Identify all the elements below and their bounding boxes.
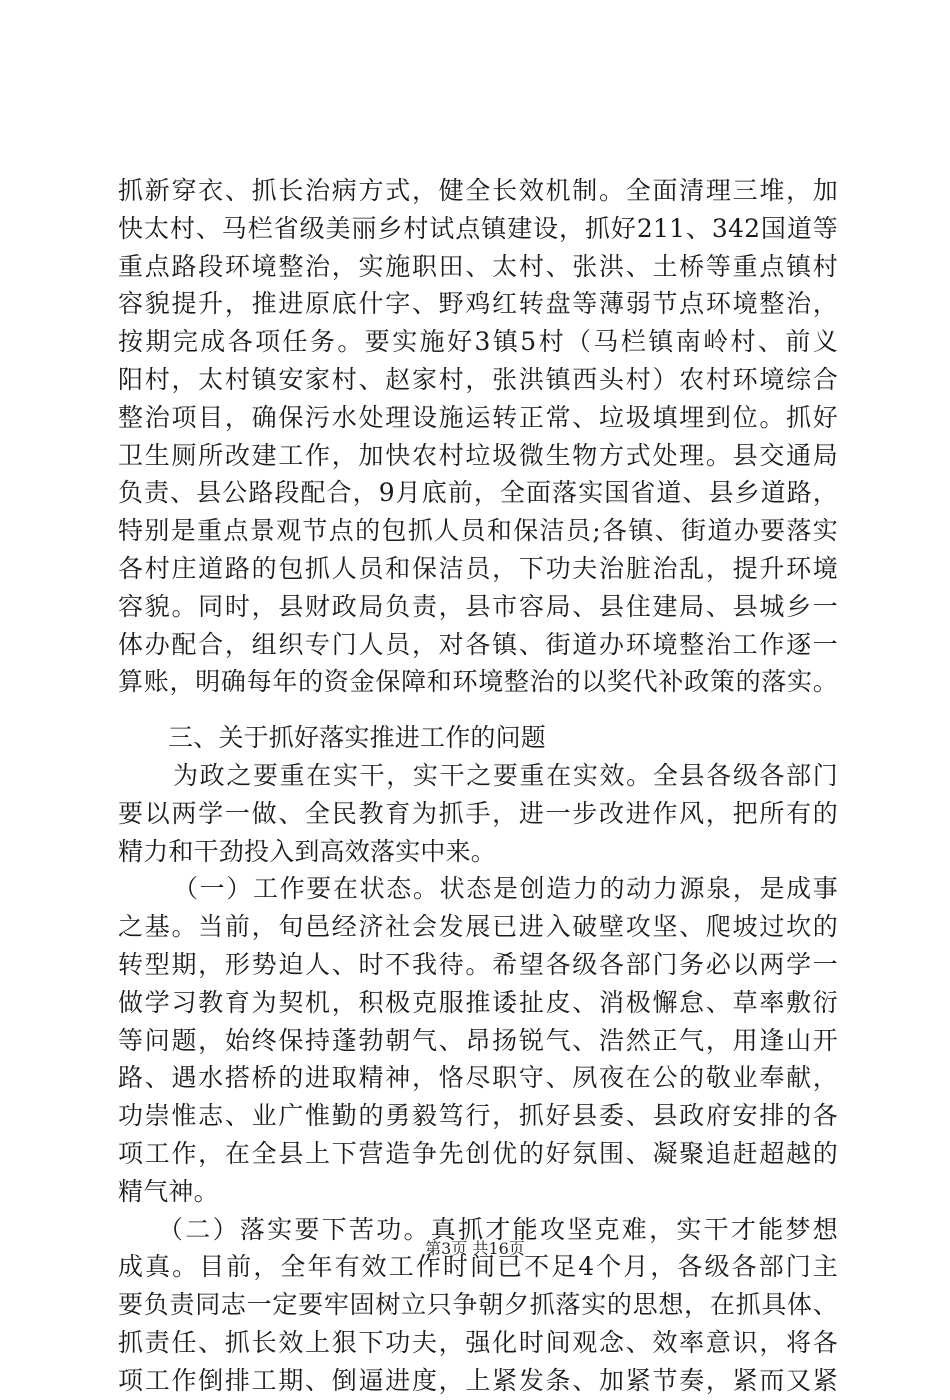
- page-number-footer: 第3页 共16页: [425, 1239, 525, 1258]
- text-line: 算账，明确每年的资金保障和环境整治的以奖代补政策的落实。: [118, 667, 838, 697]
- text-line: 容貌。同时，县财政局负责，县市容局、县住建局、县城乡一: [118, 591, 838, 621]
- text-line: 等问题，始终保持蓬勃朝气、昂扬锐气、浩然正气，用逢山开: [118, 1025, 838, 1055]
- text-line: 之基。当前，旬邑经济社会发展已进入破壁攻坚、爬坡过坎的: [118, 912, 838, 942]
- text-line: 负责、县公路段配合，9月底前，全面落实国省道、县乡道路，: [118, 478, 838, 508]
- text-line: 各村庄道路的包抓人员和保洁员，下功夫治脏治乱，提升环境: [118, 553, 838, 583]
- text-line: 转型期，形势迫人、时不我待。希望各级各部门务必以两学一: [118, 949, 838, 979]
- section-heading: 三、关于抓好落实推进工作的问题: [168, 723, 547, 753]
- text-line: 重点路段环境整治，实施职田、太村、张洪、土桥等重点镇村: [118, 251, 838, 281]
- text-line: 要负责同志一定要牢固树立只争朝夕抓落实的思想，在抓具体、: [118, 1290, 838, 1320]
- paragraph-gap: [118, 701, 838, 719]
- paragraph-1: [118, 172, 838, 701]
- text-line: 做学习教育为契机，积极克服推诿扯皮、消极懈怠、草率敷衍: [118, 987, 838, 1017]
- text-line: 卫生厕所改建工作，加快农村垃圾微生物方式处理。县交通局: [118, 440, 838, 470]
- text-line: 抓新穿衣、抓长治病方式，健全长效机制。全面清理三堆，加: [118, 176, 838, 205]
- text-line: 精力和干劲投入到高效落实中来。: [118, 836, 497, 866]
- text-line: 快太村、马栏省级美丽乡村试点镇建设，抓好211、342国道等: [118, 213, 838, 243]
- text-line: 为政之要重在实干，实干之要重在实效。全县各级各部门: [173, 760, 838, 790]
- text-line: 要以两学一做、全民教育为抓手，进一步改进作风，把所有的: [118, 798, 838, 828]
- text-line: 精气神。: [118, 1176, 219, 1206]
- text-line: 容貌提升，推进原底什字、野鸡红转盘等薄弱节点环境整治，: [118, 289, 838, 319]
- text-line: （二）落实要下苦功。真抓才能攻坚克难，实干才能梦想: [158, 1214, 838, 1244]
- paragraph-2: [118, 757, 838, 870]
- text-line: 整治项目，确保污水处理设施运转正常、垃圾填埋到位。抓好: [118, 402, 838, 432]
- text-line: 成真。目前，全年有效工作时间已不足4个月，各级各部门主: [118, 1252, 838, 1282]
- text-line: 特别是重点景观节点的包抓人员和保洁员;各镇、街道办要落实: [118, 516, 838, 546]
- document-body: [118, 172, 838, 1400]
- text-line: 项工作，在全县上下营造争先创优的好氛围、凝聚追赶超越的: [118, 1138, 838, 1168]
- text-line: 项工作倒排工期、倒逼进度，上紧发条、加紧节奏，紧而又紧: [118, 1365, 838, 1395]
- text-line: 体办配合，组织专门人员，对各镇、街道办环境整治工作逐一: [118, 629, 838, 659]
- paragraph-3: [118, 870, 838, 1210]
- text-line: （一）工作要在状态。状态是创造力的动力源泉，是成事: [173, 874, 838, 904]
- text-line: 抓责任、抓长效上狠下功夫，强化时间观念、效率意识，将各: [118, 1327, 838, 1357]
- text-line: 按期完成各项任务。要实施好3镇5村（马栏镇南岭村、前义: [118, 327, 838, 357]
- text-line: 阳村，太村镇安家村、赵家村，张洪镇西头村）农村环境综合: [118, 364, 838, 394]
- text-line: 功崇惟志、业广惟勤的勇毅笃行，抓好县委、县政府安排的各: [118, 1101, 838, 1131]
- text-line: 路、遇水搭桥的进取精神，恪尽职守、夙夜在公的敬业奉献，: [118, 1063, 838, 1093]
